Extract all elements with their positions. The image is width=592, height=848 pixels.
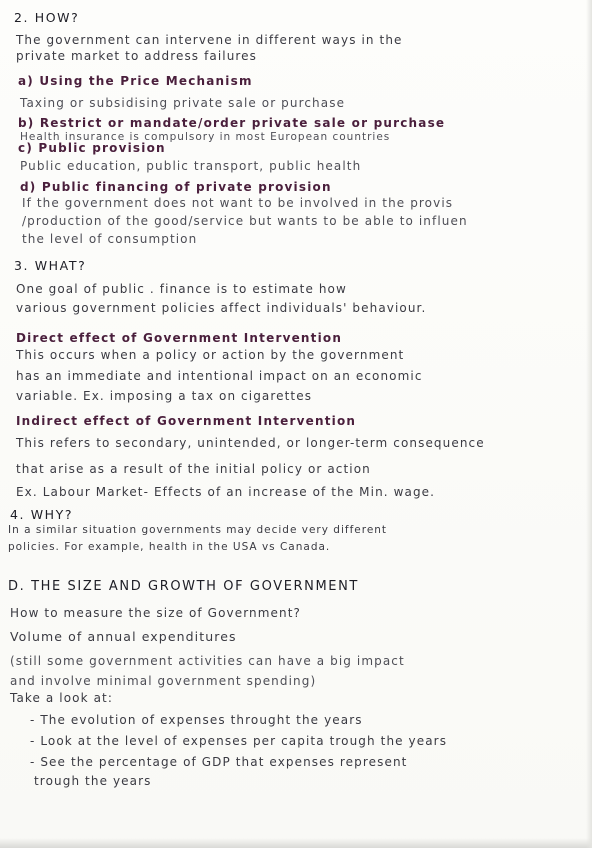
heading-why: 4. WHY? [10, 507, 74, 522]
indirect-effect-line-1: This refers to secondary, unintended, or longer-term consequence [16, 436, 485, 450]
how-a-text: Taxing or subsidising private sale or purchase [20, 96, 346, 110]
how-d-text-line-2: /production of the good/service but wants to be able to influen [22, 214, 468, 228]
why-line-1: In a similar situation governments may decide very different [8, 524, 388, 536]
direct-effect-line-2: has an immediate and intentional impact on an economic [16, 369, 423, 383]
how-d-text-line-1: If the government does not want to be involved in the provis [22, 196, 454, 210]
how-a-title: a) Using the Price Mechanism [18, 74, 253, 88]
size-bullet-2: - Look at the level of expenses per capita trough the years [30, 734, 448, 748]
size-bullet-1: - The evolution of expenses throught the years [30, 713, 363, 727]
size-question: How to measure the size of Government? [10, 606, 301, 620]
size-note-line-1: (still some government activities can have a big impact [10, 654, 405, 668]
direct-effect-line-1: This occurs when a policy or action by the government [16, 348, 405, 362]
how-intro-line-1: The government can intervene in different ways in the [16, 33, 403, 47]
indirect-effect-line-3: Ex. Labour Market- Effects of an increase of the Min. wage. [16, 485, 436, 499]
direct-effect-line-3: variable. Ex. imposing a tax on cigarettes [16, 389, 313, 403]
direct-effect-title: Direct effect of Government Intervention [16, 331, 343, 345]
heading-how: 2. HOW? [14, 10, 80, 25]
how-d-title: d) Public financing of private provision [20, 180, 332, 194]
size-note-line-2: and involve minimal government spending) [10, 674, 317, 688]
heading-size-growth: D. THE SIZE AND GROWTH OF GOVERNMENT [8, 579, 359, 594]
how-c-text: Public education, public transport, public health [20, 159, 362, 173]
what-intro-line-2: various government policies affect individuals' behaviour. [16, 301, 427, 315]
page-right-edge [586, 0, 592, 848]
how-b-title: b) Restrict or mandate/order private sale or purchase [18, 116, 446, 130]
why-line-2: policies. For example, health in the USA vs Canada. [8, 541, 331, 553]
size-volume: Volume of annual expenditures [10, 629, 237, 644]
size-bullet-3-continued: trough the years [34, 774, 152, 788]
indirect-effect-title: Indirect effect of Government Intervention [16, 414, 357, 428]
how-intro-line-2: private market to address failures [16, 49, 258, 63]
how-d-text-line-3: the level of consumption [22, 232, 198, 246]
how-b-text: Health insurance is compulsory in most European countries [20, 131, 391, 143]
page-bottom-edge [0, 838, 592, 848]
indirect-effect-line-2: that arise as a result of the initial policy or action [16, 462, 371, 476]
size-take-look: Take a look at: [10, 691, 113, 705]
how-c-title: c) Public provision [18, 141, 166, 155]
what-intro-line-1: One goal of public . finance is to estimate how [16, 282, 347, 296]
size-bullet-3: - See the percentage of GDP that expenses represent [30, 755, 408, 769]
heading-what: 3. WHAT? [14, 258, 87, 273]
